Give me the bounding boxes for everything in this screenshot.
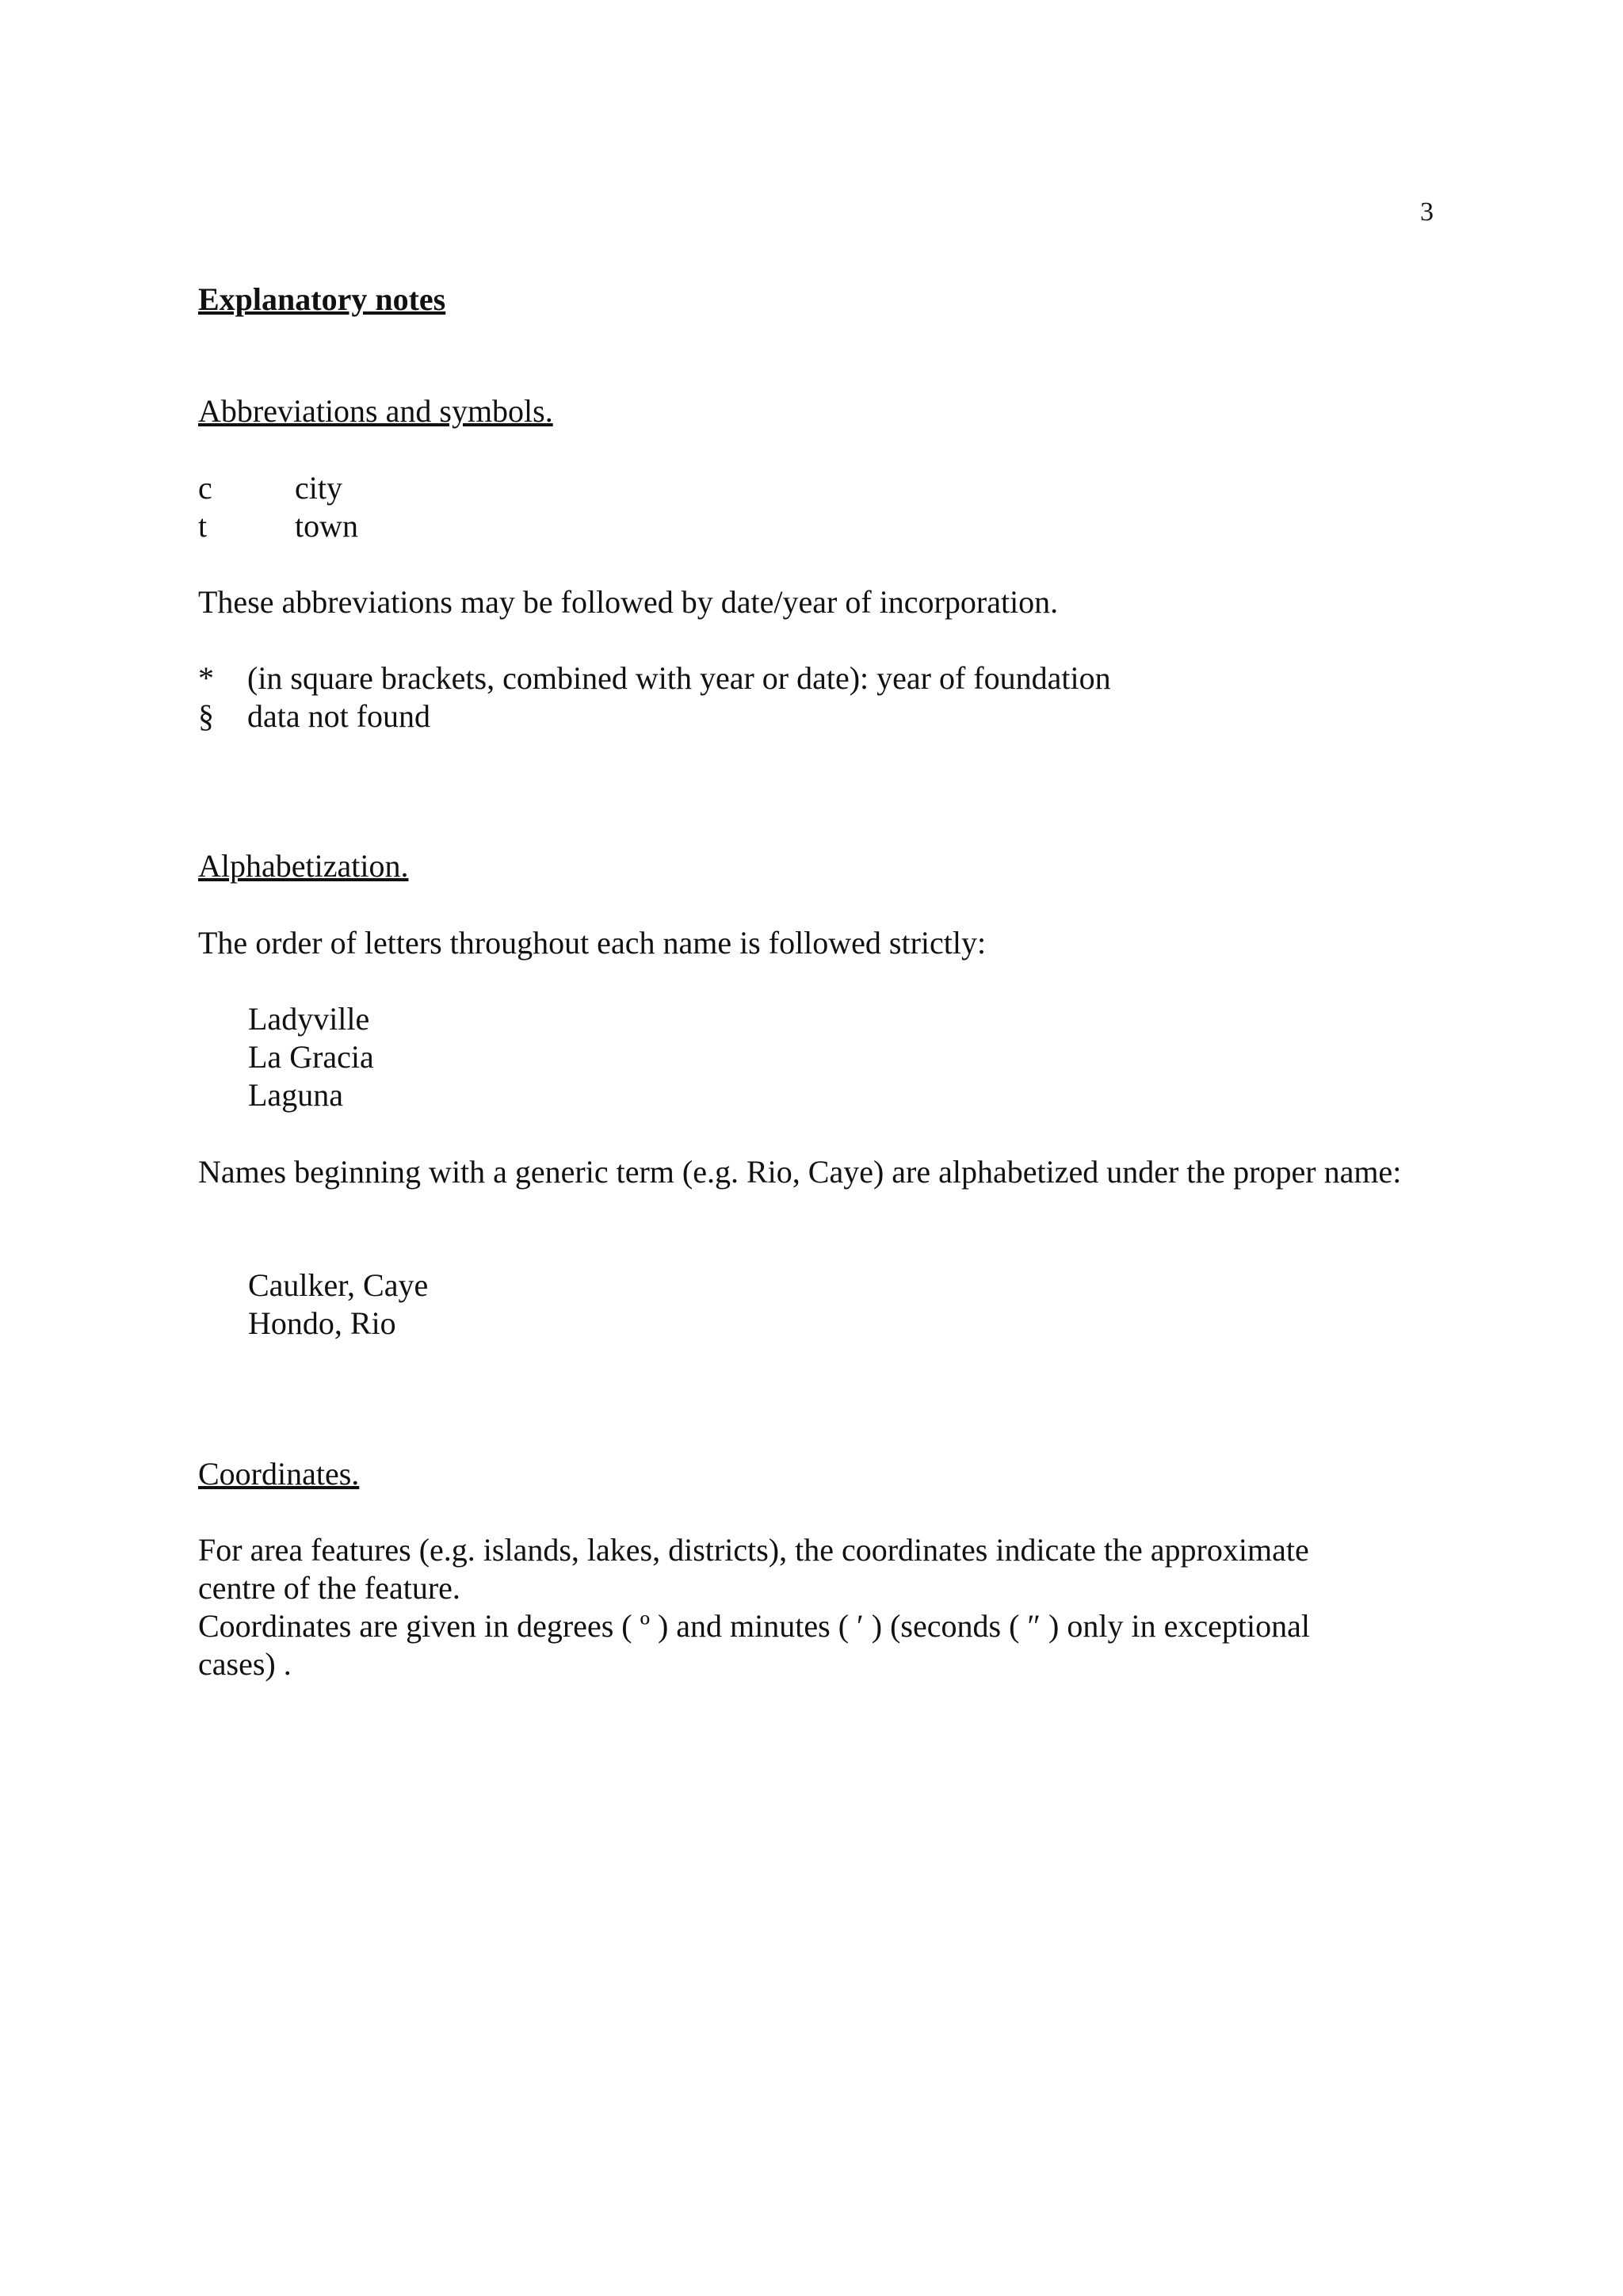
coordinates-area-note: For area features (e.g. islands, lakes, districts), the coordinates indicate the approximate centre of the feature. xyxy=(198,1532,1309,1606)
generic-term-note: Names beginning with a generic term (e.g. Rio, Caye) are alphabetized under the proper name: xyxy=(198,1154,1402,1190)
symbol-meaning: (in square brackets, combined with year or date): year of foundation xyxy=(247,660,1111,696)
example-name: Ladyville xyxy=(248,1001,370,1037)
abbreviation-row-town xyxy=(198,507,358,545)
alphabetization-intro: The order of letters throughout each name is followed strictly: xyxy=(198,925,987,961)
symbol-key: * xyxy=(198,660,214,696)
example-name: La Gracia xyxy=(248,1039,374,1075)
coordinates-heading: Coordinates. xyxy=(198,1456,360,1492)
abbreviation-key: c xyxy=(198,470,212,506)
generic-example: Caulker, Caye xyxy=(248,1267,429,1303)
page-title: Explanatory notes xyxy=(198,281,446,317)
abbreviation-key: t xyxy=(198,508,208,544)
abbreviation-row-city xyxy=(198,469,342,507)
symbol-row-section xyxy=(198,697,430,735)
example-name: Laguna xyxy=(248,1077,343,1113)
alphabetization-heading: Alphabetization. xyxy=(198,848,409,884)
abbreviation-meaning: city xyxy=(295,470,342,506)
generic-example: Hondo, Rio xyxy=(248,1305,396,1341)
symbol-meaning: data not found xyxy=(247,698,431,734)
abbreviations-heading: Abbreviations and symbols. xyxy=(198,393,553,429)
coordinates-format-note: Coordinates are given in degrees ( º ) and minutes ( ′ ) (seconds ( ″ ) only in exceptional cases) . xyxy=(198,1608,1310,1682)
symbol-row-asterisk xyxy=(198,659,1111,697)
symbol-key: § xyxy=(198,698,214,734)
abbreviations-note: These abbreviations may be followed by date/year of incorporation. xyxy=(198,584,1059,620)
page-number: 3 xyxy=(1420,197,1434,227)
abbreviation-meaning: town xyxy=(295,508,358,544)
